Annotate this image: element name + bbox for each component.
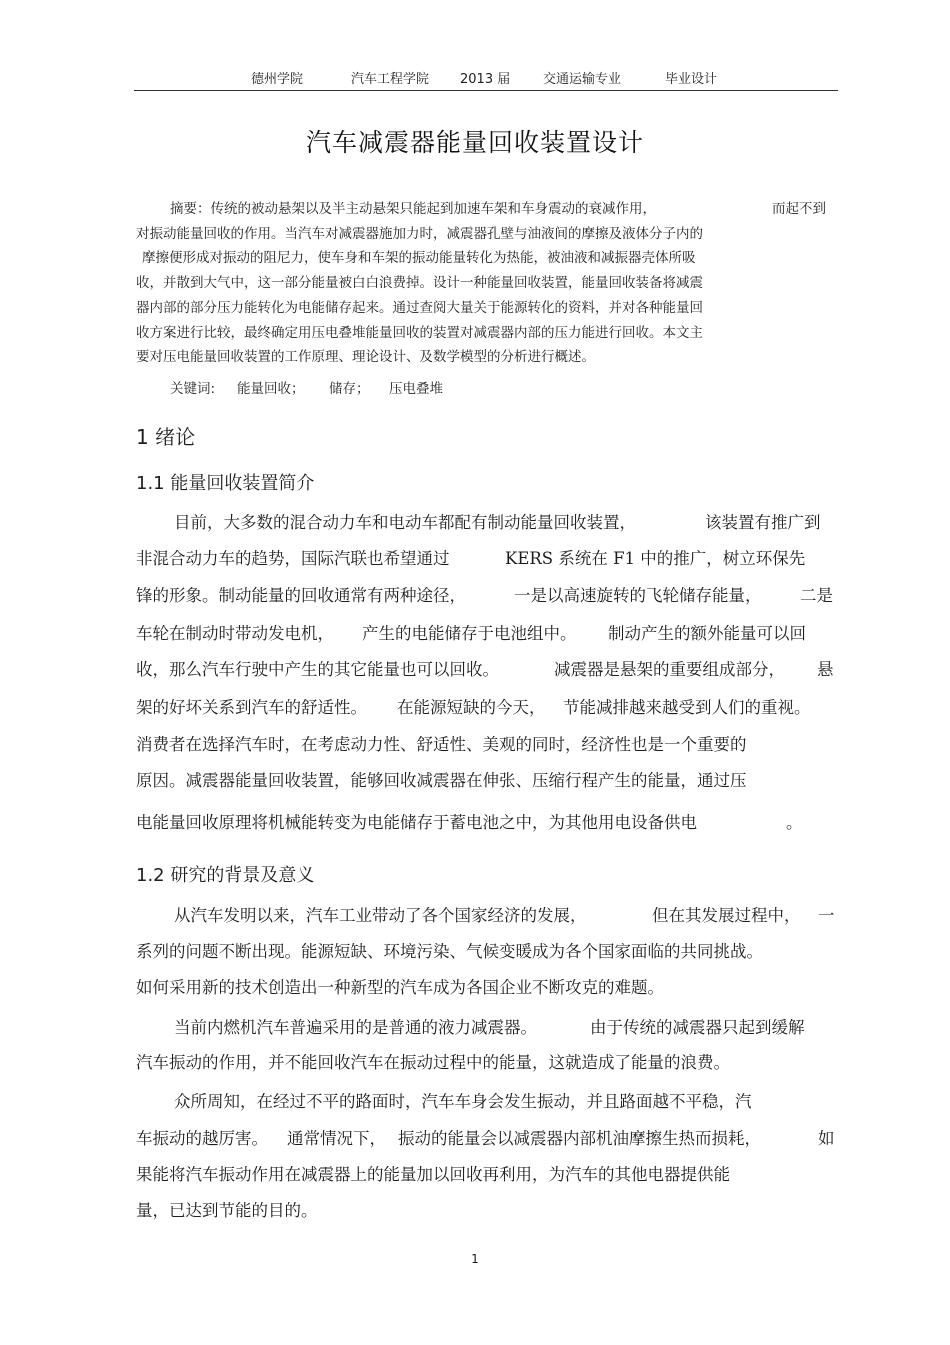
text-line: 锋的形象。制动能量的回收通常有两种途径，: [136, 586, 466, 605]
text-line: 果能将汽车振动作用在减震器上的能量加以回收再利用，为汽车的其他电器提供能: [136, 1165, 730, 1184]
text-line: 车振动的越厉害。: [136, 1129, 268, 1148]
text-line: 非混合动力车的趋势，国际汽联也希望通过: [136, 549, 450, 568]
abstract-line: 收方案进行比较，最终确定用压电叠堆能量回收的装置对减震器内部的压力能进行回收。本文主: [136, 325, 703, 341]
text-line: 如: [818, 1129, 835, 1148]
text-line: 原因。减震器能量回收装置，能够回收减震器在伸张、压缩行程产生的能量，通过压: [136, 771, 747, 790]
abstract-line: 收，并散到大气中，这一部分能量被白白浪费掉。设计一种能量回收装置，能量回收装备将减震: [136, 275, 703, 291]
text-line: 如何采用新的技术创造出一种新型的汽车成为各国企业不断攻克的难题。: [136, 978, 664, 997]
abstract-line: 要对压电能量回收装置的工作原理、理论设计、及数学模型的分析进行概述。: [136, 349, 595, 365]
keywords-label: 关键词:: [170, 381, 216, 397]
header-year: 2013 届: [460, 72, 511, 87]
text-line: 节能减排越来越受到人们的重视。: [563, 698, 811, 717]
text-line: KERS 系统在 F1 中的推广，树立环保先: [505, 549, 806, 568]
header-doc-type: 毕业设计: [665, 72, 718, 87]
text-line: 汽车振动的作用，并不能回收汽车在振动过程中的能量，这就造成了能量的浪费。: [136, 1053, 730, 1072]
text-line: 当前内燃机汽车普遍采用的是普通的液力减震器。: [174, 1018, 537, 1037]
text-line: 量，已达到节能的目的。: [136, 1201, 318, 1220]
abstract-line: 而起不到: [772, 201, 826, 217]
text-line: 。: [786, 813, 803, 832]
text-line: 众所周知，在经过不平的路面时，汽车车身会发生振动，并且路面越不平稳，汽: [174, 1092, 752, 1111]
header-school: 德州学院: [251, 72, 304, 87]
text-line: 收，那么汽车行驶中产生的其它能量也可以回收。: [136, 660, 499, 679]
header-college: 汽车工程学院: [351, 72, 430, 87]
text-line: 二是: [800, 586, 833, 605]
text-line: 一: [818, 906, 835, 925]
header-major: 交通运输专业: [543, 72, 622, 87]
keyword: 储存；: [329, 381, 370, 397]
text-line: 消费者在选择汽车时，在考虑动力性、舒适性、美观的同时，经济性也是一个重要的: [136, 735, 747, 754]
abstract-line: 摩擦便形成对振动的阻尼力，使车身和车架的振动能量转化为热能，被油液和减振器壳体所吸: [142, 250, 696, 266]
text-line: 电能量回收原理将机械能转变为电能储存于蓄电池之中，为其他用电设备供电: [136, 813, 697, 832]
text-line: 产生的电能储存于电池组中。: [362, 624, 577, 643]
page-number: 1: [471, 1252, 479, 1266]
text-line: 通常情况下，: [287, 1129, 386, 1148]
text-line: 振动的能量会以减震器内部机油摩擦生热而损耗，: [398, 1129, 761, 1148]
text-line: 该装置有推广到: [705, 513, 821, 532]
text-line: 从汽车发明以来，汽车工业带动了各个国家经济的发展，: [174, 906, 587, 925]
abstract-line: 对振动能量回收的作用。当汽车对减震器施加力时，减震器孔壁与油液间的摩擦及液体分子内的: [136, 226, 703, 242]
text-line: 系列的问题不断出现。能源短缺、环境污染、气候变暖成为各个国家面临的共同挑战。: [136, 942, 763, 961]
subsection-heading: 1.1 能量回收装置简介: [136, 473, 315, 494]
text-line: 减震器是悬架的重要组成部分，: [554, 660, 785, 679]
text-line: 悬: [817, 660, 834, 679]
text-line: 一是以高速旋转的飞轮储存能量，: [514, 586, 762, 605]
text-line: 目前，大多数的混合动力车和电动车都配有制动能量回收装置，: [174, 513, 636, 532]
subsection-heading: 1.2 研究的背景及意义: [136, 865, 315, 886]
page-header: [134, 66, 838, 91]
abstract-line: 器内部的部分压力能转化为电能储存起来。通过查阅大量关于能源转化的资料，并对各种能量回: [136, 300, 703, 316]
document-title: 汽车减震器能量回收装置设计: [305, 128, 644, 157]
text-line: 架的好坏关系到汽车的舒适性。: [136, 698, 367, 717]
section-heading: 1 绪论: [136, 425, 196, 449]
text-line: 由于传统的减震器只起到缓解: [590, 1018, 805, 1037]
text-line: 制动产生的额外能量可以回: [608, 624, 806, 643]
keyword: 能量回收；: [237, 381, 305, 397]
keyword: 压电叠堆: [389, 381, 443, 397]
abstract-line: 摘要：传统的被动悬架以及半主动悬架只能起到加速车架和车身震动的衰减作用，: [170, 201, 656, 217]
text-line: 但在其发展过程中，: [652, 906, 801, 925]
text-line: 车轮在制动时带动发电机，: [136, 624, 334, 643]
text-line: 在能源短缺的今天，: [397, 698, 546, 717]
